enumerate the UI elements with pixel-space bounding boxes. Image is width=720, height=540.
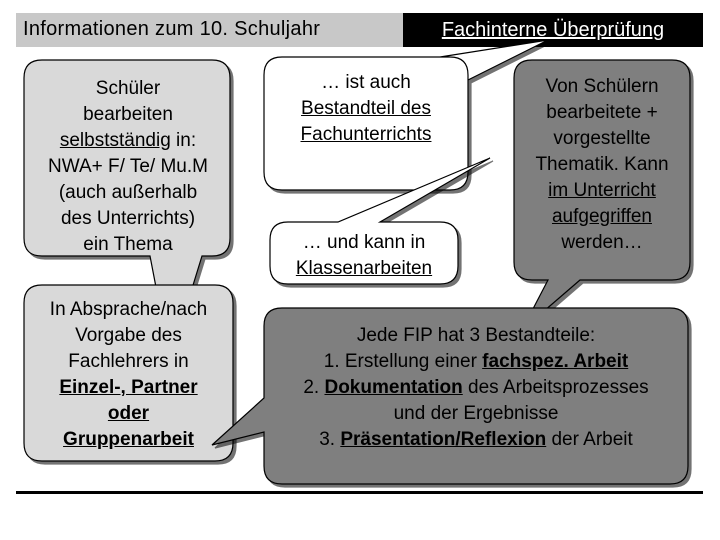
emphasis: fachspez. Arbeit bbox=[482, 351, 629, 372]
page-title: Informationen zum 10. Schuljahr bbox=[23, 18, 321, 40]
line-part: des Arbeitsprozesses bbox=[462, 377, 649, 398]
line: und der Ergebnisse bbox=[393, 403, 559, 424]
bubble-klassenarbeiten-text bbox=[270, 230, 458, 282]
line: im Unterricht bbox=[548, 180, 656, 201]
bubble-von-schuelern-text bbox=[514, 74, 690, 256]
line: ein Thema bbox=[83, 234, 173, 255]
line: Jede FIP hat 3 Bestandteile: bbox=[356, 325, 596, 346]
line: Vorgabe des bbox=[75, 325, 182, 346]
line: (auch außerhalb bbox=[58, 182, 198, 203]
line: In Absprache/nach bbox=[49, 299, 208, 320]
emphasis: Präsentation/Reflexion bbox=[340, 429, 547, 450]
bubble-bestandteil-text bbox=[264, 70, 468, 148]
line: Von Schülern bbox=[545, 76, 659, 97]
line: bearbeitete + bbox=[546, 102, 658, 123]
line: werden… bbox=[561, 232, 643, 253]
line bbox=[264, 375, 688, 401]
line-part: der Arbeit bbox=[546, 429, 633, 450]
line bbox=[264, 349, 688, 375]
line: Schüler bbox=[95, 78, 161, 99]
emphasis: Dokumentation bbox=[324, 377, 463, 398]
line: Fachlehrers in bbox=[68, 351, 189, 372]
bubble-absprache-text bbox=[24, 297, 233, 453]
bottom-divider bbox=[16, 491, 703, 494]
line: des Unterrichts) bbox=[60, 208, 196, 229]
line-rest: in: bbox=[170, 130, 197, 151]
line: vorgestellte bbox=[553, 128, 651, 149]
line: bearbeiten bbox=[83, 104, 173, 125]
line: Klassenarbeiten bbox=[295, 258, 433, 279]
line-part: 1. Erstellung einer bbox=[323, 351, 483, 372]
line: Einzel-, Partner bbox=[59, 377, 198, 398]
line-part: 3. bbox=[319, 429, 341, 450]
header-highlight-box: Fachinterne Überprüfung bbox=[403, 13, 703, 47]
bubble-fip-text bbox=[264, 323, 688, 453]
line bbox=[26, 128, 230, 154]
line: NWA+ F/ Te/ Mu.M bbox=[48, 156, 208, 177]
line: Gruppenarbeit bbox=[63, 429, 194, 450]
line: Thematik. Kann bbox=[535, 154, 669, 175]
line bbox=[264, 427, 688, 453]
line-part: 2. bbox=[303, 377, 325, 398]
line: aufgegriffen bbox=[551, 206, 652, 227]
line: Fachunterrichts bbox=[300, 124, 432, 145]
line: … ist auch bbox=[321, 72, 411, 93]
emphasis: selbstständig bbox=[59, 130, 171, 151]
line: oder bbox=[107, 403, 150, 424]
bubble-selbststaendig-text bbox=[26, 76, 230, 258]
line: … und kann in bbox=[302, 232, 426, 253]
line: Bestandteil des bbox=[301, 98, 431, 119]
